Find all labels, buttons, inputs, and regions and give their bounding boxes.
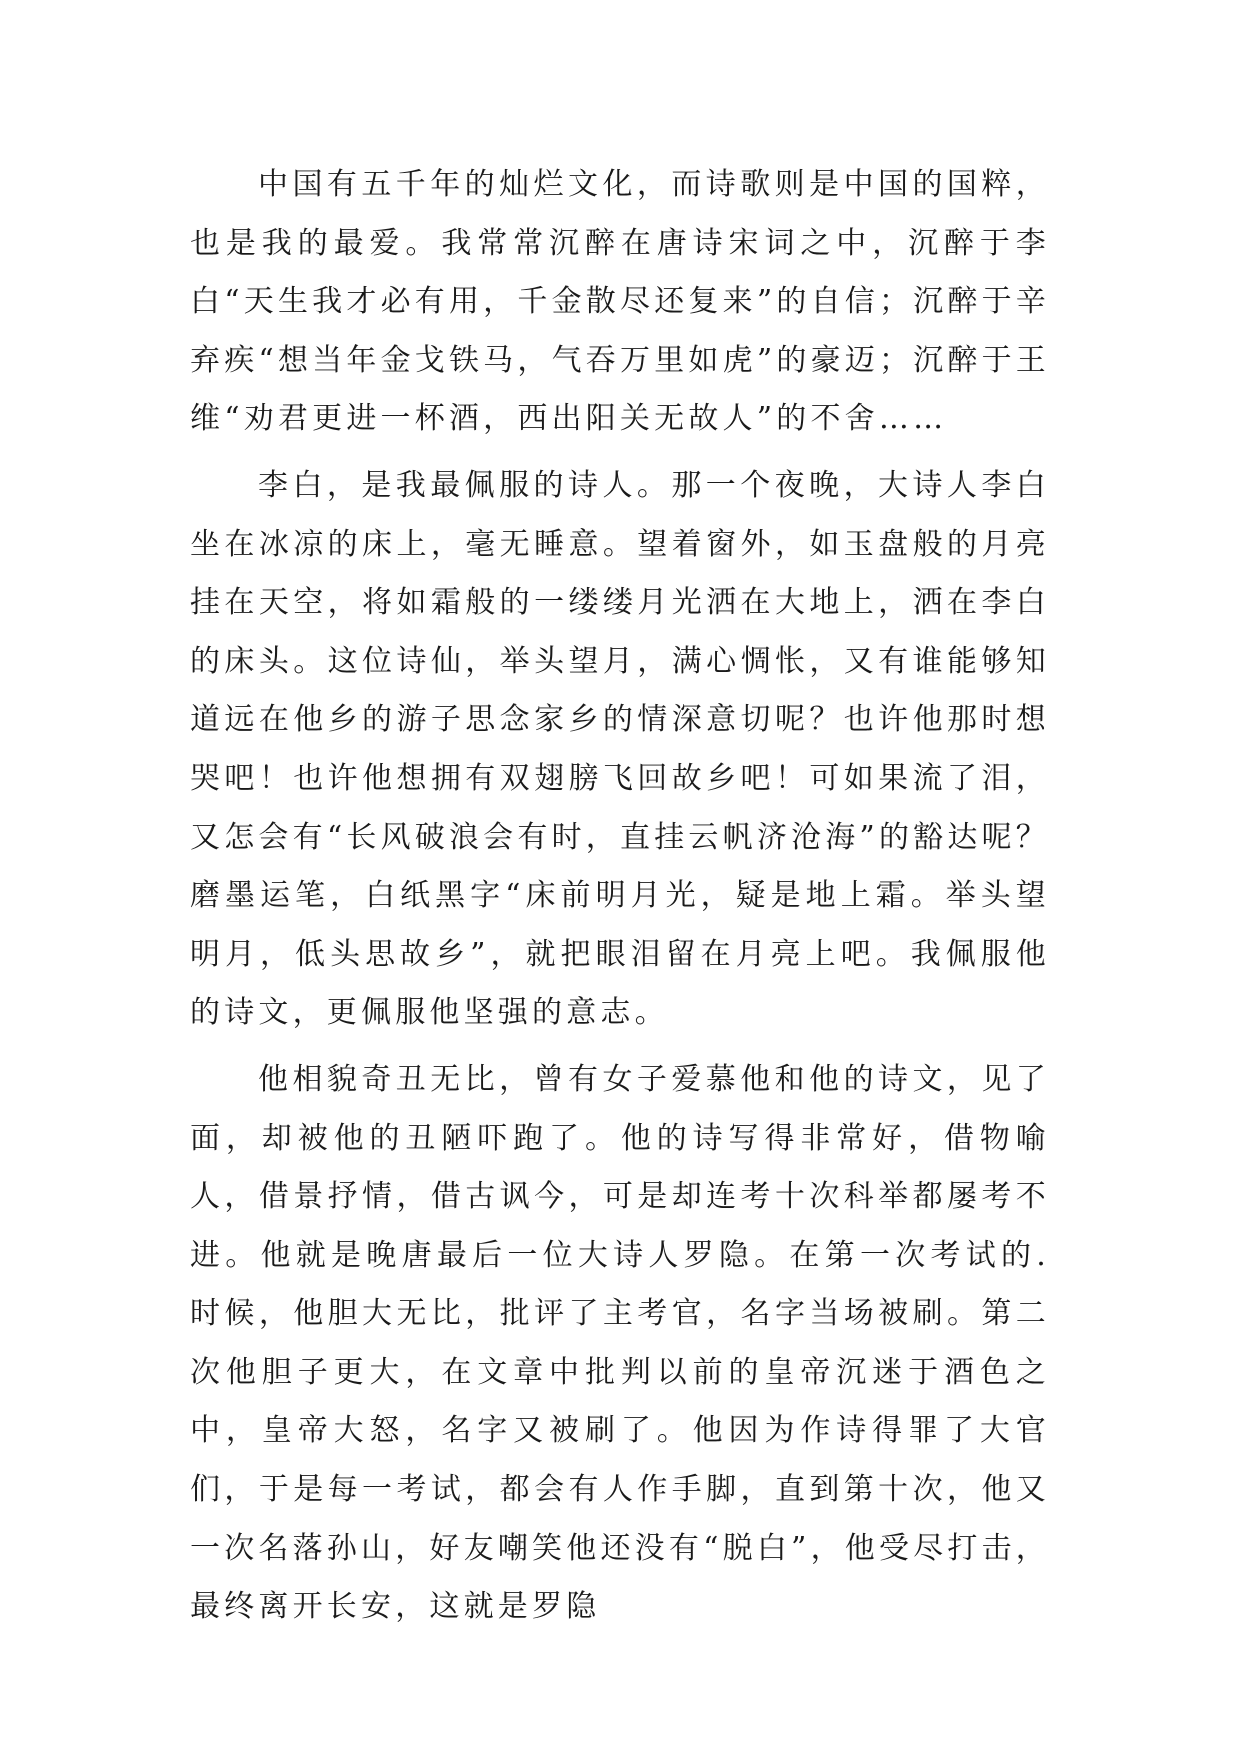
document-body (190, 156, 1050, 1637)
paragraph-2: 李白，是我最佩服的诗人。那一个夜晚，大诗人李白坐在冰凉的床上，毫无睡意。望着窗外，如玉盘般的月亮挂在天空，将如霜般的一缕缕月光洒在大地上，洒在李白的床头。这位诗仙，举头望月，满心惆怅，又有谁能够知道远在他乡的游子思念家乡的情深意切呢？也许他那时想哭吧！也许他想拥有双翅膀飞回故乡吧！可如果流了泪，又怎会有“长风破浪会有时，直挂云帆济沧海”的豁达呢？磨墨运笔，白纸黑字“床前明月光，疑是地上霜。举头望明月，低头思故乡”，就把眼泪留在月亮上吧。我佩服他的诗文，更佩服他坚强的意志。 (190, 467, 1050, 1031)
paragraph-3: 他相貌奇丑无比，曾有女子爱慕他和他的诗文，见了面，却被他的丑陋吓跑了。他的诗写得非常好，借物喻人，借景抒情，借古讽今，可是却连考十次科举都屡考不进。他就是晚唐最后一位大诗人罗隐。在第一次考试的.时候，他胆大无比，批评了主考官，名字当场被刷。第二次他胆子更大，在文章中批判以前的皇帝沉迷于酒色之中，皇帝大怒，名字又被刷了。他因为作诗得罪了大官们，于是每一考试，都会有人作手脚，直到第十次，他又一次名落孙山，好友嘲笑他还没有“脱白”，他受尽打击，最终离开长安，这就是罗隐 (190, 1061, 1050, 1625)
paragraph-1: 中国有五千年的灿烂文化，而诗歌则是中国的国粹，也是我的最爱。我常常沉醉在唐诗宋词之中，沉醉于李白“天生我才必有用，千金散尽还复来”的自信；沉醉于辛弃疾“想当年金戈铁马，气吞万里如虎”的豪迈；沉醉于王维“劝君更进一杯酒，西出阳关无故人”的不舍…… (190, 167, 1050, 437)
